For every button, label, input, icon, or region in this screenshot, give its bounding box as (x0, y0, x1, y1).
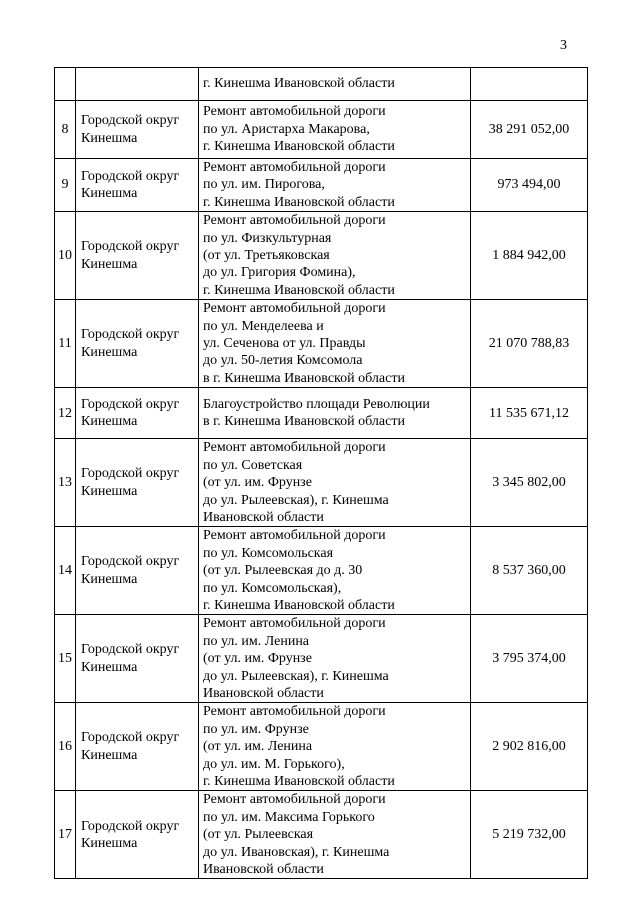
table-row (55, 439, 588, 527)
sum-cell: 3 345 802,00 (471, 439, 588, 527)
object-cell: Ремонт автомобильной дороги по ул. им. Фрунзе (от ул. им. Ленина до ул. им. М. Горького), г. Кинешма Ивановской области (199, 703, 471, 791)
sum-cell: 1 884 942,00 (471, 212, 588, 300)
row-number: 15 (55, 615, 76, 703)
table-row (55, 68, 588, 101)
row-number: 12 (55, 388, 76, 439)
object-cell: Ремонт автомобильной дороги по ул. Физкультурная (от ул. Третьяковская до ул. Григория Фомина), г. Кинешма Ивановской области (199, 212, 471, 300)
sum-cell: 38 291 052,00 (471, 101, 588, 159)
table-row (55, 527, 588, 615)
municipality-cell: Городской округ Кинешма (76, 527, 199, 615)
municipality-cell: Городской округ Кинешма (76, 615, 199, 703)
table-row (55, 159, 588, 212)
sum-cell: 11 535 671,12 (471, 388, 588, 439)
municipality-cell: Городской округ Кинешма (76, 439, 199, 527)
sum-cell: 5 219 732,00 (471, 791, 588, 879)
row-number (55, 68, 76, 101)
municipality-cell: Городской округ Кинешма (76, 791, 199, 879)
object-cell: Ремонт автомобильной дороги по ул. им. Пирогова, г. Кинешма Ивановской области (199, 159, 471, 212)
sum-cell: 3 795 374,00 (471, 615, 588, 703)
municipality-cell (76, 68, 199, 101)
sum-cell: 21 070 788,83 (471, 300, 588, 388)
table-row (55, 101, 588, 159)
table-row (55, 791, 588, 879)
object-cell: Ремонт автомобильной дороги по ул. Комсомольская (от ул. Рылеевская до д. 30 по ул. Комсомольская), г. Кинешма Ивановской области (199, 527, 471, 615)
page-number: 3 (560, 38, 567, 53)
object-cell: Ремонт автомобильной дороги по ул. им. Максима Горького (от ул. Рылеевская до ул. Ивановская), г. Кинешма Ивановской области (199, 791, 471, 879)
table-row (55, 703, 588, 791)
sum-cell: 2 902 816,00 (471, 703, 588, 791)
municipality-cell: Городской округ Кинешма (76, 159, 199, 212)
sum-cell (471, 68, 588, 101)
table-row (55, 615, 588, 703)
municipality-cell: Городской округ Кинешма (76, 101, 199, 159)
row-number: 11 (55, 300, 76, 388)
table-row (55, 388, 588, 439)
row-number: 14 (55, 527, 76, 615)
municipality-cell: Городской округ Кинешма (76, 300, 199, 388)
object-cell: Ремонт автомобильной дороги по ул. Менделеева и ул. Сеченова от ул. Правды до ул. 50-летия Комсомола в г. Кинешма Ивановской области (199, 300, 471, 388)
objects-table (54, 67, 588, 879)
object-cell: Ремонт автомобильной дороги по ул. Аристарха Макарова, г. Кинешма Ивановской области (199, 101, 471, 159)
table-row (55, 300, 588, 388)
row-number: 10 (55, 212, 76, 300)
municipality-cell: Городской округ Кинешма (76, 388, 199, 439)
object-cell: Ремонт автомобильной дороги по ул. им. Ленина (от ул. им. Фрунзе до ул. Рылеевская), г. Кинешма Ивановской области (199, 615, 471, 703)
row-number: 9 (55, 159, 76, 212)
row-number: 16 (55, 703, 76, 791)
municipality-cell: Городской округ Кинешма (76, 212, 199, 300)
row-number: 13 (55, 439, 76, 527)
sum-cell: 973 494,00 (471, 159, 588, 212)
object-cell: Ремонт автомобильной дороги по ул. Советская (от ул. им. Фрунзе до ул. Рылеевская), г. Кинешма Ивановской области (199, 439, 471, 527)
table-row (55, 212, 588, 300)
sum-cell: 8 537 360,00 (471, 527, 588, 615)
row-number: 17 (55, 791, 76, 879)
municipality-cell: Городской округ Кинешма (76, 703, 199, 791)
object-cell: г. Кинешма Ивановской области (199, 68, 471, 101)
object-cell: Благоустройство площади Революции в г. Кинешма Ивановской области (199, 388, 471, 439)
row-number: 8 (55, 101, 76, 159)
